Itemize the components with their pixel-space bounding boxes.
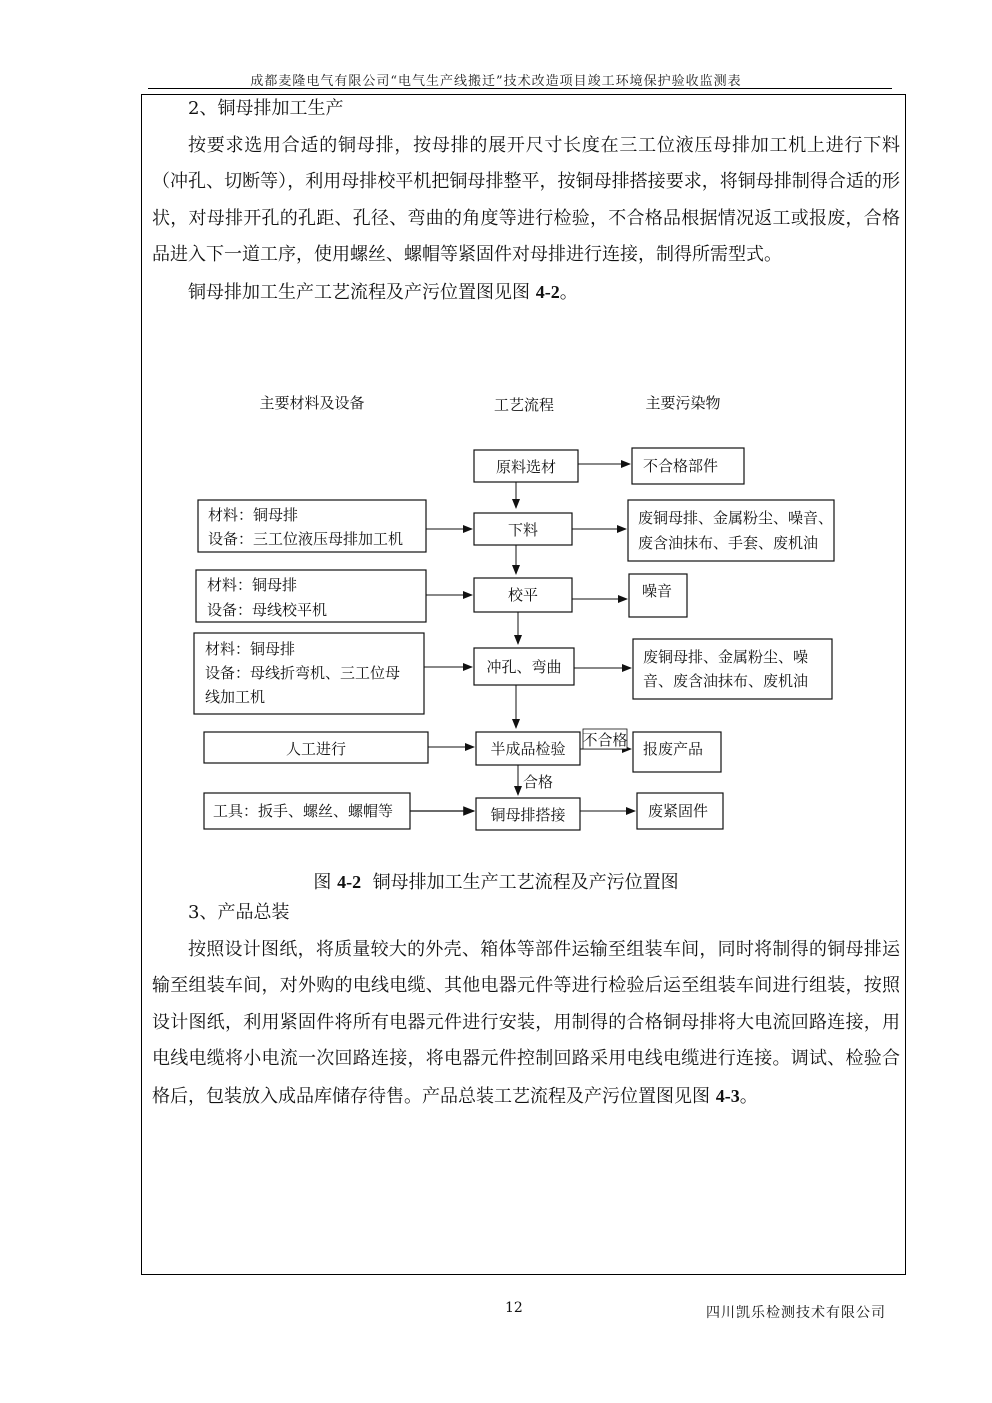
para2-text: 铜母排加工生产工艺流程及产污位置图见图 [188,281,536,303]
process-step-4 [474,648,574,685]
process-step-3-label: 校平 [507,586,539,604]
material-box-1 [198,500,426,552]
section-2-heading: 2、铜母排加工生产 [188,98,344,119]
process-step-4-label: 冲孔、弯曲 [486,658,562,676]
material-box-3-line-2: 设备：母线折弯机、三工位母 [205,664,401,682]
para2-end: 。 [559,281,578,303]
section-2 [152,91,900,311]
material-box-1-line-1: 材料：铜母排 [208,506,299,524]
process-step-6 [476,798,580,830]
pollutant-box-5 [633,732,721,772]
process-step-5-label: 半成品检验 [490,740,566,758]
footer-company: 四川凯乐检测技术有限公司 [706,1305,886,1321]
material-box-4 [204,732,428,763]
label-fail-box [582,729,627,749]
pollutant-box-3-line-1: 噪音 [642,582,673,600]
figure-ref-4-2: 4-2 [535,281,560,302]
pollutant-box-6-line-1: 废紧固件 [648,802,709,820]
header-rule [148,88,892,89]
process-flow-diagram [0,380,992,850]
process-step-1 [474,450,578,482]
pollutant-box-2 [628,500,834,561]
material-box-3-line-3: 线加工机 [205,688,266,706]
caption-num: 4-2 [337,872,362,892]
page-header: 成都麦隆电气有限公司“电气生产线搬迁”技术改造项目竣工环境保护验收监测表 [250,74,742,89]
material-box-3 [194,633,424,714]
material-box-4-line-1: 人工进行 [285,740,347,758]
col-header-process: 工艺流程 [493,396,555,414]
label-fail: 不合格 [582,731,628,749]
section-3-heading: 3、产品总装 [188,902,290,923]
process-step-2-label: 下料 [507,521,539,539]
pollutant-box-4-line-1: 废铜母排、金属粉尘、噪 [643,648,809,666]
material-box-3-line-1: 材料：铜母排 [205,640,296,658]
process-step-5 [476,732,580,765]
section-3 [152,895,900,1115]
page-number: 12 [505,1300,523,1316]
section-3-end: 。 [739,1085,758,1107]
process-step-6-label: 铜母排搭接 [490,806,566,824]
pollutant-box-2-line-1: 废铜母排、金属粉尘、噪音、 [638,509,834,527]
material-box-1-line-2: 设备：三工位液压母排加工机 [208,530,404,548]
label-pass: 合格 [523,773,554,791]
figure-caption [0,868,992,894]
section-2-paragraph-2 [152,274,900,312]
section-2-paragraph-1: 按要求选用合适的铜母排，按母排的展开尺寸长度在三工位液压母排加工机上进行下料（冲孔、切断等），利用母排校平机把铜母排整平，按铜母排搭接要求，将铜母排制得合适的形状，对母排开孔的孔距、孔径、弯曲的角度等进行检验，不合格品根据情况返工或报废，合格品进入下一道工序，使用螺丝、螺帽等紧固件对母排进行连接，制得所需型式。 [152,134,900,265]
caption-prefix: 图 [313,872,338,893]
pollutant-box-1-line-1: 不合格部件 [643,457,719,475]
material-box-2-line-1: 材料：铜母排 [207,576,298,594]
col-header-materials: 主要材料及设备 [259,394,365,412]
pollutant-box-3 [629,574,687,617]
material-box-2-line-2: 设备：母线校平机 [207,601,328,619]
process-step-3 [474,578,572,612]
process-step-1-label: 原料选材 [495,458,557,476]
col-header-pollutants: 主要污染物 [645,394,721,412]
caption-text: 铜母排加工生产工艺流程及产污位置图 [361,872,679,893]
pollutant-box-5-line-1: 报废产品 [643,740,704,758]
material-box-2 [196,570,426,622]
section-3-paragraph-1 [152,932,900,1116]
pollutant-box-4 [633,639,832,699]
section-3-text: 按照设计图纸，将质量较大的外壳、箱体等部件运输至组装车间，同时将制得的铜母排运输至组装车间，对外购的电线电缆、其他电器元件等进行检验后运至组装车间进行组装，按照设计图纸，利用紧固件将所有电器元件进行安装，用制得的合格铜母排将大电流回路连接，用电线电缆将小电流一次回路连接，将电器元件控制回路采用电线电缆进行连接。调试、检验合格后，包装放入成品库储存待售。产品总装工艺流程及产污位置图见图 [152,938,900,1107]
pollutant-box-4-line-2: 音、废含油抹布、废机油 [643,672,809,690]
pollutant-box-2-line-2: 废含油抹布、手套、废机油 [638,534,819,552]
pollutant-box-1 [632,448,744,484]
pollutant-box-6 [637,793,723,829]
process-step-2 [474,513,572,545]
material-box-5-line-1: 工具：扳手、螺丝、螺帽等 [213,802,394,820]
figure-ref-4-3: 4-3 [715,1085,740,1106]
material-box-5 [204,793,410,829]
